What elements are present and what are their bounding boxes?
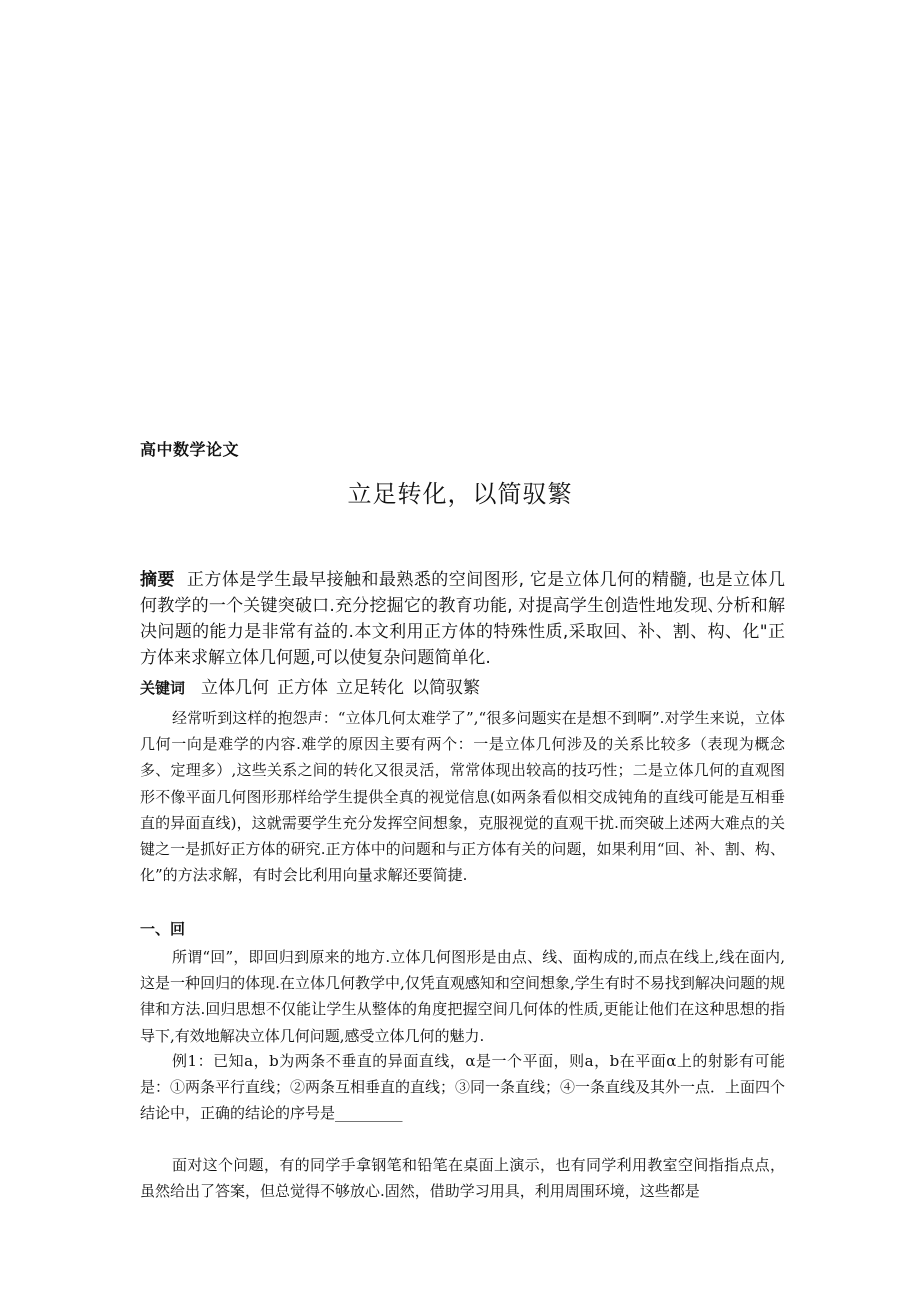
abstract-text: 正方体是学生最早接触和最熟悉的空间图形, 它是立体几何的精髓, 也是立体几何教学的一个关键突破口.充分挖掘它的教育功能, 对提高学生创造性地发现､分析和解决问题的能力是非常有益的.本文利用正方体的特殊性质,采取回、补、割、构、化"正方体来求解立体几何题,可以使复杂问题简单化. xyxy=(140,570,786,668)
paper-title: 立足转化，以简驭繁 xyxy=(347,480,573,508)
discussion-paragraph: 面对这个问题，有的同学手拿钢笔和铅笔在桌面上演示，也有同学利用教室空间指指点点，虽然给出了答案，但总觉得不够放心.固然，借助学习用具，利用周围环境，这些都是 xyxy=(140,1156,785,1201)
abstract-paragraph xyxy=(140,567,785,671)
keyword-item: 正方体 xyxy=(277,678,329,698)
section-heading: 一、回 xyxy=(140,920,186,938)
keywords-line xyxy=(140,675,785,701)
paper-category-label: 高中数学论文 xyxy=(140,440,240,459)
section-paragraph: 所谓“回”，即回归到原来的地方.立体几何图形是由点、线、面构成的,而点在线上,线在面内,这是一种回归的体现.在立体几何教学中,仅凭直观感知和空间想象,学生有时不易找到解决问题的规律和方法.回归思想不仅能让学生从整体的角度把握空间几何体的性质,更能让他们在这种思想的指导下,有效地解决立体几何问题,感受立体几何的魅力. xyxy=(140,948,785,1045)
keyword-item: 立体几何 xyxy=(201,678,270,698)
keywords-heading: 关键词 xyxy=(140,679,186,697)
keyword-item: 以简驭繁 xyxy=(412,678,481,698)
keyword-item: 立足转化 xyxy=(336,678,405,698)
abstract-heading: 摘要 xyxy=(140,570,175,590)
intro-paragraph: 经常听到这样的抱怨声：“立体几何太难学了”,“很多问题实在是想不到啊”.对学生来说，立体几何一向是难学的内容.难学的原因主要有两个：一是立体几何涉及的关系比较多（表现为概念多、定理多）,这些关系之间的转化又很灵活，常常体现出较高的技巧性；二是立体几何的直观图形不像平面几何图形那样给学生提供全真的视觉信息(如两条看似相交成钝角的直线可能是互相垂直的异面直线)，这就需要学生充分发挥空间想象，克服视觉的直观干扰.而突破上述两大难点的关键之一是抓好正方体的研究.正方体中的问题和与正方体有关的问题，如果利用“回、补、割、构、化”的方法求解，有时会比利用向量求解还要简捷. xyxy=(140,709,785,885)
example-paragraph: 例1：已知a，b为两条不垂直的异面直线，α是一个平面，则a，b在平面α上的射影有可能是：①两条平行直线；②两条互相垂直的直线；③同一条直线；④一条直线及其外一点．上面四个结论中，正确的结论的序号是_________ xyxy=(140,1052,786,1123)
